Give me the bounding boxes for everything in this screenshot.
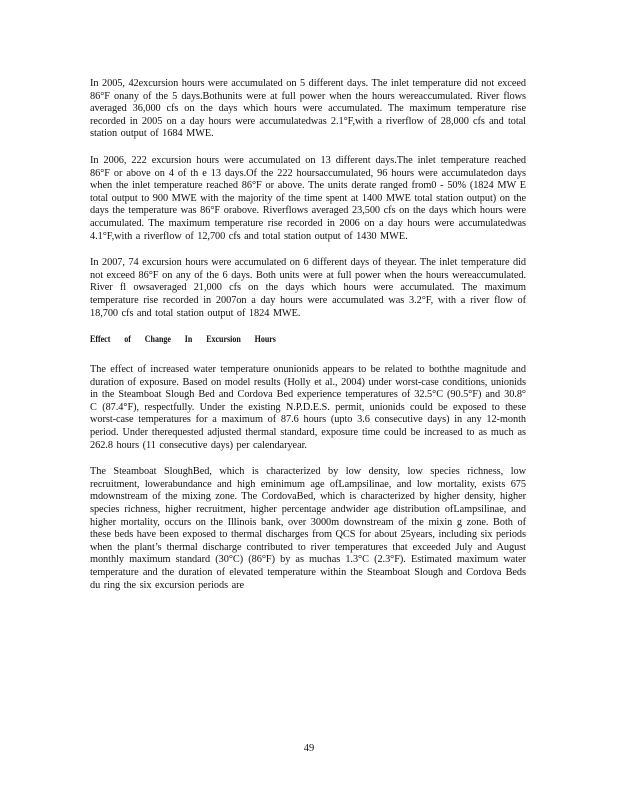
paragraph-2006: In 2006, 222 excursion hours were accumulated on 13 different days.The inlet temperature reached 86°F or above on 4 of th e 13 days.Of the 222 hoursaccumulated, 96 hours were accumulatedon days when the inlet temperature reached 86°F or above. The units derate ranged from0 - 50% (1824 MW E total output to 900 MWE with the majority of the time spent at 1400 MWE total station output) on the days the temperature was 86°F orabove. Riverflows averaged 23,500 cfs on the days which hours were accumulated. The maximum temperature rise recorded in 2006 on a day hours were accumulatedwas 4.1°F,with a riverflow of 12,700 cfs and total station output of 1430 MWE. [90, 154, 526, 242]
page-number: 49 [303, 743, 315, 754]
document-body [90, 78, 526, 606]
paragraph-steamboat: The Steamboat SloughBed, which is characterized by low density, low species richness, low recruitment, lowerabundance and high eminimum age ofLampsilinae, and low mortality, exists 675 mdownstream of the mixing zone. The CordovaBed, which is characterized by higher density, higher species richness, higher recruitment, higher percentage andwider age distribution ofLampsilinae, and higher mortality, occurs on the Illinois bank, over 3000m downstream of the mixin g zone. Both of these beds have been exposed to thermal discharges from QCS for about 25years, including six periods when the plant’s thermal discharge contributed to river temperatures that exceeded July and August monthly maximum standard (30°C) (86°F) by as muchas 1.3°C (2.3°F). Estimated maximum water temperature and the duration of elevated temperature within the Steamboat Slough and Cordova Beds du ring the six excursion periods are [90, 466, 526, 591]
paragraph-2005: In 2005, 42excursion hours were accumulated on 5 different days. The inlet temperature did not exceed 86°F onany of the 5 days.Bothunits were at full power when the hours wereaccumulated. River flows averaged 36,000 cfs on the days which hours were accumulated. The maximum temperature rise recorded in 2005 on a day hours were accumulatedwas 2.1°F,with a riverflow of 28,000 cfs and total station output of 1684 MWE. [90, 78, 526, 140]
paragraph-2007: In 2007, 74 excursion hours were accumulated on 6 different days of theyear. The inlet temperature did not exceed 86°F on any of the 6 days. Both units were at full power when the hours wereaccumulated. River fl owsaveraged 21,000 cfs on the days which hours were accumulated. The maximum temperature rise recorded in 2007on a day hours were accumulated was 3.2°F, with a river flow of 18,700 cfs and total station output of 1824 MWE. [90, 257, 526, 319]
section-heading: Effect of Change In Excursion Hours [90, 335, 276, 346]
paragraph-effect: The effect of increased water temperature onunionids appears to be related to boththe magnitude and duration of exposure. Based on model results (Holly et al., 2004) under worst-case conditions, unionids in the Steamboat Slough Bed and Cordova Bed experience temperatures of 32.5°C (90.5°F) and 30.8° C (87.4°F), respectfully. Under the existing N.P.D.E.S. permit, unionids could be exposed to these worst-case temperatures for a maximum of 87.6 hours (upto 3.6 consecutive days) in any 12-month period. Under therequested adjusted thermal standard, exposure time could be increased to as much as 262.8 hours (11 consecutive days) per calendaryear. [90, 364, 526, 451]
